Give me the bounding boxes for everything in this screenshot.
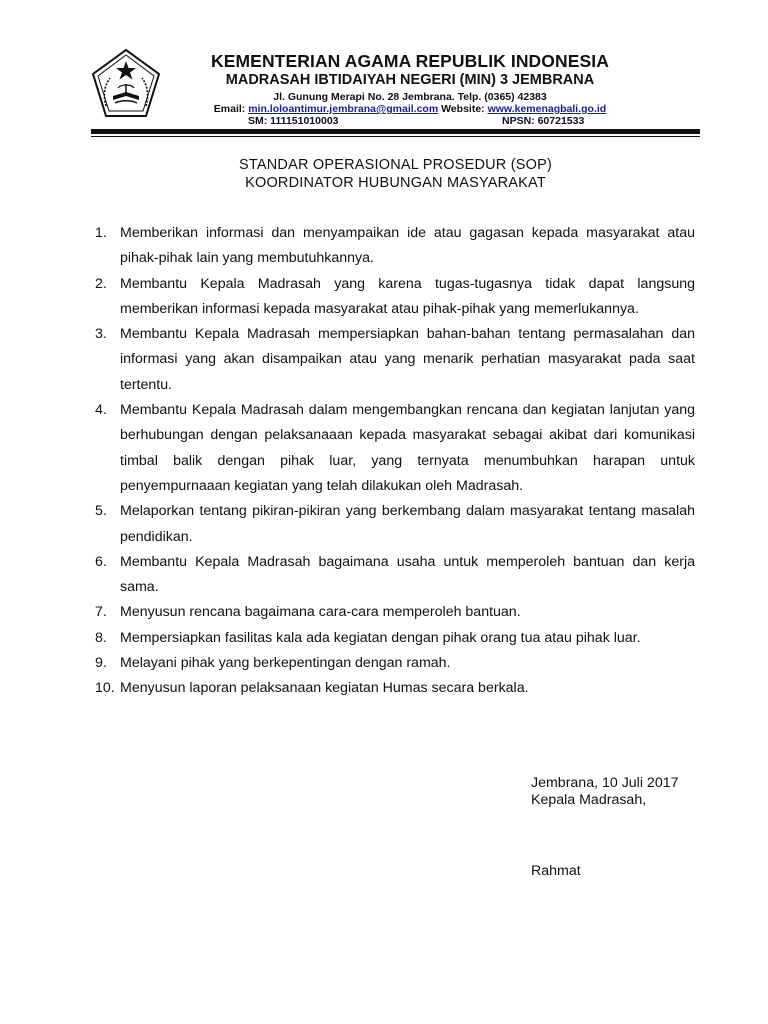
list-number: 5. xyxy=(95,503,107,520)
list-text: Membantu Kepala Madrasah mempersiapkan bahan-bahan tentang permasalahan dan informasi yang akan disampaikan atau yang menarik perhatian masyarakat pada saat tertentu. xyxy=(120,326,695,393)
list-number: 1. xyxy=(95,225,107,241)
list-number: 2. xyxy=(95,275,107,292)
list-text: Menyusun laporan pelaksanaan kegiatan Humas secara berkala. xyxy=(120,680,529,697)
signatory-position: Kepala Madrasah, xyxy=(531,792,647,808)
list-item xyxy=(95,550,695,601)
letterhead-rule-thin xyxy=(91,136,700,137)
list-item xyxy=(95,322,695,398)
contact-line xyxy=(180,103,640,115)
list-item xyxy=(95,221,695,272)
list-text: Melayani pihak yang berkepentingan dengan ramah. xyxy=(120,655,451,672)
list-text: Membantu Kepala Madrasah bagaimana usaha untuk memperoleh bantuan dan kerja sama. xyxy=(120,553,695,596)
email-label: Email: xyxy=(213,103,249,115)
npsn-number: NPSN: 60721533 xyxy=(502,115,585,127)
ministry-title: KEMENTERIAN AGAMA REPUBLIK INDONESIA xyxy=(210,51,609,71)
website-label: Website: xyxy=(438,103,488,115)
website-link[interactable]: www.kemenagbali.go.id xyxy=(487,103,607,115)
list-item xyxy=(95,499,695,550)
list-number: 8. xyxy=(95,629,107,646)
list-text: Menyusun rencana bagaimana cara-cara memperoleh bantuan. xyxy=(120,604,521,621)
place-date: Jembrana, 10 Juli 2017 xyxy=(531,775,679,791)
kemenag-emblem-icon xyxy=(91,48,161,120)
list-text: Mempersiapkan fasilitas kala ada kegiatan dengan pihak orang tua atau pihak luar. xyxy=(120,629,641,646)
letterhead xyxy=(180,51,640,127)
list-item xyxy=(95,272,695,323)
list-item xyxy=(95,626,695,651)
list-number: 4. xyxy=(95,402,107,419)
list-item xyxy=(95,651,695,676)
document-title-line1: STANDAR OPERASIONAL PROSEDUR (SOP) xyxy=(239,157,552,173)
list-text: Memberikan informasi dan menyampaikan ide atau gagasan kepada masyarakat atau pihak-pihak lain yang membutuhkannya. xyxy=(120,225,695,267)
document-title-line2: KOORDINATOR HUBUNGAN MASYARAKAT xyxy=(245,175,546,191)
signatory-name: Rahmat xyxy=(531,863,581,879)
letterhead-rule-thick xyxy=(91,129,700,134)
document-title xyxy=(91,156,700,192)
sm-number: SM: 111151010003 xyxy=(248,115,339,127)
list-text: Melaporkan tentang pikiran-pikiran yang berkembang dalam masyarakat tentang masalah pendidikan. xyxy=(120,503,695,545)
list-number: 6. xyxy=(95,553,107,570)
list-number: 10. xyxy=(95,680,115,697)
list-number: 3. xyxy=(95,326,107,343)
signature-block xyxy=(531,775,679,880)
list-item xyxy=(95,676,695,701)
id-line xyxy=(180,115,640,127)
list-number: 7. xyxy=(95,604,107,621)
list-number: 9. xyxy=(95,655,107,672)
school-name: MADRASAH IBTIDAIYAH NEGERI (MIN) 3 JEMBRANA xyxy=(225,72,595,88)
email-link[interactable]: min.loloantimur.jembrana@gmail.com xyxy=(248,103,439,115)
list-text: Membantu Kepala Madrasah yang karena tugas-tugasnya tidak dapat langsung memberikan informasi kepada masyarakat atau pihak-pihak yang memerlukannya. xyxy=(120,275,695,317)
duty-list xyxy=(95,221,695,702)
school-address: Jl. Gunung Merapi No. 28 Jembrana. Telp. (0365) 42383 xyxy=(273,91,547,103)
list-text: Membantu Kepala Madrasah dalam mengembangkan rencana dan kegiatan lanjutan yang berhubungan dengan pelaksanaaan kepada masyarakat sebagai akibat dari komunikasi timbal balik dengan pihak luar, yang ternyata menumbuhkan harapan untuk penyempurnaaan kegiatan yang telah dilakukan oleh Madrasah. xyxy=(120,402,695,494)
list-item xyxy=(95,398,695,499)
list-item xyxy=(95,600,695,625)
